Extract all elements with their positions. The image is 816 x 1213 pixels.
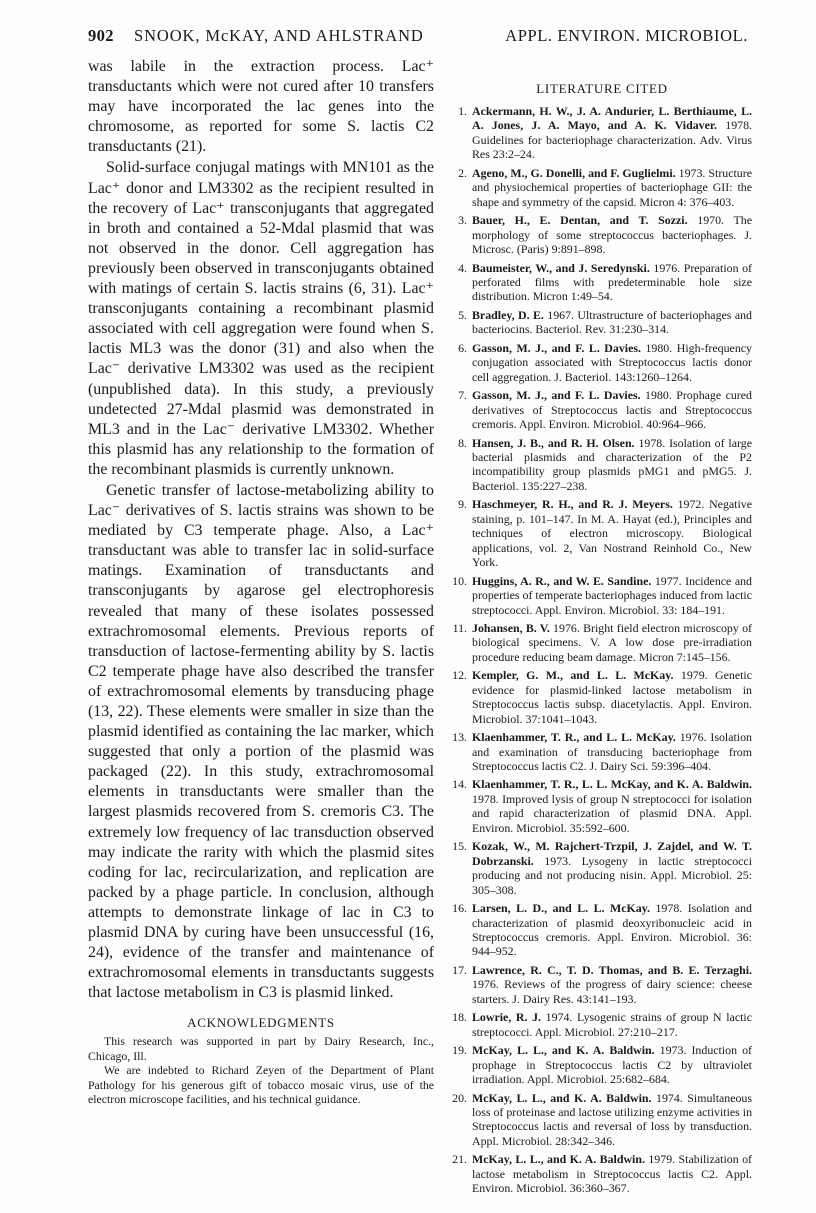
journal-name: APPL. ENVIRON. MICROBIOL. — [505, 26, 748, 45]
reference-number: 14. — [452, 777, 467, 792]
reference-text: 1979. Genetic evidence for plasmid-linked lactose metabolism in Streptococcus lactis subsp. diacetylactis. Appl. Environ. Microbiol. 37:1041–1043. — [472, 668, 752, 726]
page-number: 902 — [88, 26, 114, 45]
reference-number: 8. — [458, 435, 467, 450]
reference-item — [452, 574, 752, 617]
reference-text: 1978. Isolation of large bacterial plasmids and characterization of the P2 incompatibility group plasmids pMG1 and pMG5. J. Bacteriol. 135:227–238. — [472, 435, 752, 493]
reference-item — [452, 341, 752, 384]
reference-authors: McKay, L. L., and K. A. Baldwin. — [472, 1090, 652, 1105]
reference-item — [452, 497, 752, 569]
reference-item — [452, 1091, 752, 1149]
reference-item — [452, 308, 752, 337]
reference-text: 1979. Stabilization of lactose metabolism in Streptococcus lactis C2. Appl. Environ. Microbiol. 36:360–367. — [472, 1152, 752, 1196]
reference-number: 16. — [452, 901, 467, 916]
reference-item — [452, 436, 752, 494]
reference-authors: Klaenhammer, T. R., L. L. McKay, and K. A. Baldwin. — [472, 777, 752, 792]
reference-item — [452, 1010, 752, 1039]
body-paragraph: was labile in the extraction process. Lac⁺ transductants which were not cured after 10 transfers may have incorporated the lac genes into the chromosome, as reported for some S. lactis C2 transductants (21). — [88, 58, 434, 156]
literature-cited-heading: LITERATURE CITED — [536, 81, 668, 96]
reference-item — [452, 777, 752, 835]
reference-item — [452, 1152, 752, 1195]
acknowledgments-heading: ACKNOWLEDGMENTS — [187, 1015, 335, 1031]
left-column — [88, 57, 434, 1106]
reference-authors: McKay, L. L., and K. A. Baldwin. — [472, 1152, 645, 1167]
reference-number: 19. — [452, 1043, 467, 1058]
reference-item — [452, 901, 752, 959]
reference-text: 1974. Lysogenic strains of group N lactic streptococci. Appl. Microbiol. 27:210–217. — [472, 1010, 752, 1039]
reference-authors: Haschmeyer, R. H., and R. J. Meyers. — [472, 497, 673, 512]
reference-number: 9. — [458, 497, 467, 512]
reference-number: 3. — [458, 213, 467, 228]
reference-item — [452, 261, 752, 304]
reference-authors: Gasson, M. J., and F. L. Davies. — [472, 340, 641, 355]
reference-text: 1976. Isolation and examination of transducing bacteriophage from Streptococcus lactis C2. J. Dairy Sci. 59:396–404. — [472, 730, 752, 774]
reference-number: 5. — [458, 307, 467, 322]
reference-text: 1976. Preparation of perforated films with predeterminable hole size distribution. Micron 1:49–54. — [472, 260, 752, 304]
reference-authors: Bradley, D. E. — [472, 307, 544, 322]
reference-text: 1980. Prophage cured derivatives of Streptococcus lactis and Streptococcus cremoris. Appl. Environ. Microbiol. 40:964–966. — [472, 388, 752, 432]
reference-authors: Hansen, J. B., and R. H. Olsen. — [472, 435, 635, 450]
reference-number: 17. — [452, 962, 467, 977]
reference-authors: Ageno, M., G. Donelli, and F. Guglielmi. — [472, 165, 676, 180]
reference-item — [452, 668, 752, 726]
reference-number: 4. — [458, 260, 467, 275]
reference-item — [452, 166, 752, 209]
reference-text: 1967. Ultrastructure of bacteriophages and bacteriocins. Bacteriol. Rev. 31:230–314. — [472, 307, 752, 337]
running-header — [88, 26, 748, 48]
right-column — [452, 81, 752, 1200]
reference-number: 7. — [458, 388, 467, 403]
reference-authors: Kempler, G. M., and L. L. McKay. — [472, 668, 674, 683]
reference-authors: McKay, L. L., and K. A. Baldwin. — [472, 1043, 655, 1058]
acknowledgment-paragraph: This research was supported in part by Dairy Research, Inc., Chicago, Ill. — [88, 1034, 434, 1063]
reference-number: 2. — [458, 165, 467, 180]
reference-item — [452, 730, 752, 773]
reference-number: 11. — [452, 620, 467, 635]
reference-number: 18. — [452, 1010, 467, 1025]
reference-item — [452, 839, 752, 897]
reference-authors: Klaenhammer, T. R., and L. L. McKay. — [472, 730, 676, 745]
reference-number: 20. — [452, 1090, 467, 1105]
reference-text: 1978. Guidelines for bacteriophage characterization. Adv. Virus Res 23:2–24. — [472, 118, 753, 162]
reference-authors: Larsen, L. D., and L. L. McKay. — [472, 901, 650, 916]
reference-number: 10. — [452, 573, 467, 588]
reference-item — [452, 963, 752, 1006]
reference-authors: Ackermann, H. W., J. A. Andurier, L. Berthiaume, L. A. Jones, J. A. Mayo, and A. K. Vidaver. — [472, 104, 752, 133]
body-paragraph: Genetic transfer of lactose-metabolizing ability to Lac⁻ derivatives of S. lactis strains was shown to be mediated by C3 temperate phage. Also, a Lac⁺ transductant was able to transfer lac in solid-surface matings. Examination of transductants and transconjugants by agarose gel electrophoresis revealed that many of these isolates possessed extrachromosomal elements. Previous reports of transduction of lactose-fermenting ability by S. lactis C2 temperate phage have also described the transfer of extrachromosomal elements by transducing phage (13, 22). These elements were smaller in size than the plasmid identified as containing the lac marker, which suggested that only a portion of the plasmid was packaged (22). In this study, extrachromosomal elements in transductants were smaller than the largest plasmids recovered from S. cremoris C3. The extremely low frequency of lac transduction observed may indicate the rarity with which the plasmid sites coding for lac, recircularization, and replication are packed by a phage particle. In conclusion, although attempts to demonstrate linkage of lac in C3 to plasmid DNA by curing have been unsuccessful (16, 24), evidence of the transfer and maintenance of extrachromosomal elements in transductants suggests that lactose metabolism in C3 is plasmid linked. — [88, 481, 434, 1002]
reference-text: 1977. Incidence and properties of temperate bacteriophages induced from lactic streptococci. Appl. Environ. Microbiol. 33: 184–191. — [472, 573, 752, 617]
reference-list — [452, 104, 752, 1196]
reference-number: 15. — [452, 839, 467, 854]
reference-item — [452, 1043, 752, 1086]
reference-text: 1973. Lysogeny in lactic streptococci producing and not producing nisin. Appl. Microbiol. 25: 305–308. — [472, 853, 752, 897]
reference-number: 21. — [452, 1152, 467, 1167]
reference-authors: Huggins, A. R., and W. E. Sandine. — [472, 573, 652, 588]
reference-authors: Johansen, B. V. — [472, 620, 550, 635]
reference-text: 1973. Structure and physiochemical properties of bacteriophage GII: the shape and symmetry of the capsid. Micron 4: 376–403. — [472, 165, 752, 209]
reference-authors: Lowrie, R. J. — [472, 1010, 542, 1025]
reference-text: 1973. Induction of prophage in Streptococcus lactis C2 by ultraviolet irradiation. Appl. Microbiol. 25:682–684. — [472, 1043, 752, 1087]
running-authors: SNOOK, McKAY, AND AHLSTRAND — [134, 26, 424, 45]
reference-text: 1976. Bright field electron microscopy of biological specimens. V. A low dose pre-irradiation procedure reducing beam damage. Micron 7:145–156. — [472, 620, 752, 664]
body-paragraph: Solid-surface conjugal matings with MN101 as the Lac⁺ donor and LM3302 as the recipient resulted in the recovery of Lac⁺ transconjugants that aggregated in broth and contained a 52-Mdal plasmid that was not observed in the donor. Cell aggregation has previously been observed in transconjugants obtained with matings of certain S. lactis strains (6, 31). Lac⁺ transconjugants containing a recombinant plasmid associated with cell aggregation were found when S. lactis ML3 was the donor (31) and also when the Lac⁻ derivative LM3302 was used as the recipient (unpublished data). In this study, a previously undetected 27-Mdal plasmid was demonstrated in ML3 and in the Lac⁻ derivative LM3302. Whether this plasmid has any relationship to the formation of the recombinant plasmids is currently unknown. — [88, 159, 434, 478]
reference-text: 1976. Reviews of the progress of dairy science: cheese starters. J. Dairy Res. 43:141–193. — [472, 977, 752, 1006]
reference-item — [452, 213, 752, 256]
reference-authors: Baumeister, W., and J. Seredynski. — [472, 260, 650, 275]
reference-text: 1978. Isolation and characterization of plasmid deoxyribonucleic acid in Streptococcus cremoris. Appl. Environ. Microbiol. 36: 944–952. — [472, 901, 752, 959]
reference-authors: Bauer, H., E. Dentan, and T. Sozzi. — [472, 213, 688, 228]
reference-authors: Gasson, M. J., and F. L. Davies. — [472, 388, 641, 403]
reference-text: 1970. The morphology of some streptococcus bacteriophages. J. Microsc. (Paris) 9:891–898. — [472, 213, 752, 257]
reference-number: 1. — [458, 104, 467, 118]
reference-text: 1972. Negative staining, p. 101–147. In M. A. Hayat (ed.), Principles and techniques of electron microscopy. Biological applications, vol. 2, Van Nostrand Reinhold Co., New York. — [472, 497, 752, 570]
reference-number: 6. — [458, 340, 467, 355]
reference-authors: Kozak, W., M. Rajchert-Trzpil, J. Zajdel, and W. T. Dobrzanski. — [472, 839, 752, 868]
acknowledgment-paragraph: We are indebted to Richard Zeyen of the Department of Plant Pathology for his generous gift of tobacco mosaic virus, use of the electron microscope facilities, and his technical guidance. — [88, 1063, 434, 1107]
reference-item — [452, 621, 752, 664]
reference-number: 12. — [452, 668, 467, 683]
reference-text: 1978. Improved lysis of group N streptococci for isolation and rapid characterization of plasmid DNA. Appl. Environ. Microbiol. 35:592–600. — [472, 791, 752, 835]
reference-number: 13. — [452, 730, 467, 745]
reference-authors: Lawrence, R. C., T. D. Thomas, and B. E. Terzaghi. — [472, 962, 752, 977]
reference-text: 1974. Simultaneous loss of proteinase and lactose utilizing enzyme activities in Streptococcus lactis and reversal of loss by transduction. Appl. Microbiol. 28:342–346. — [472, 1090, 753, 1148]
reference-text: 1980. High-frequency conjugation associated with Streptococcus lactis donor cell aggregation. J. Bacteriol. 143:1260–1264. — [472, 340, 753, 384]
reference-item — [452, 104, 752, 162]
reference-item — [452, 388, 752, 431]
